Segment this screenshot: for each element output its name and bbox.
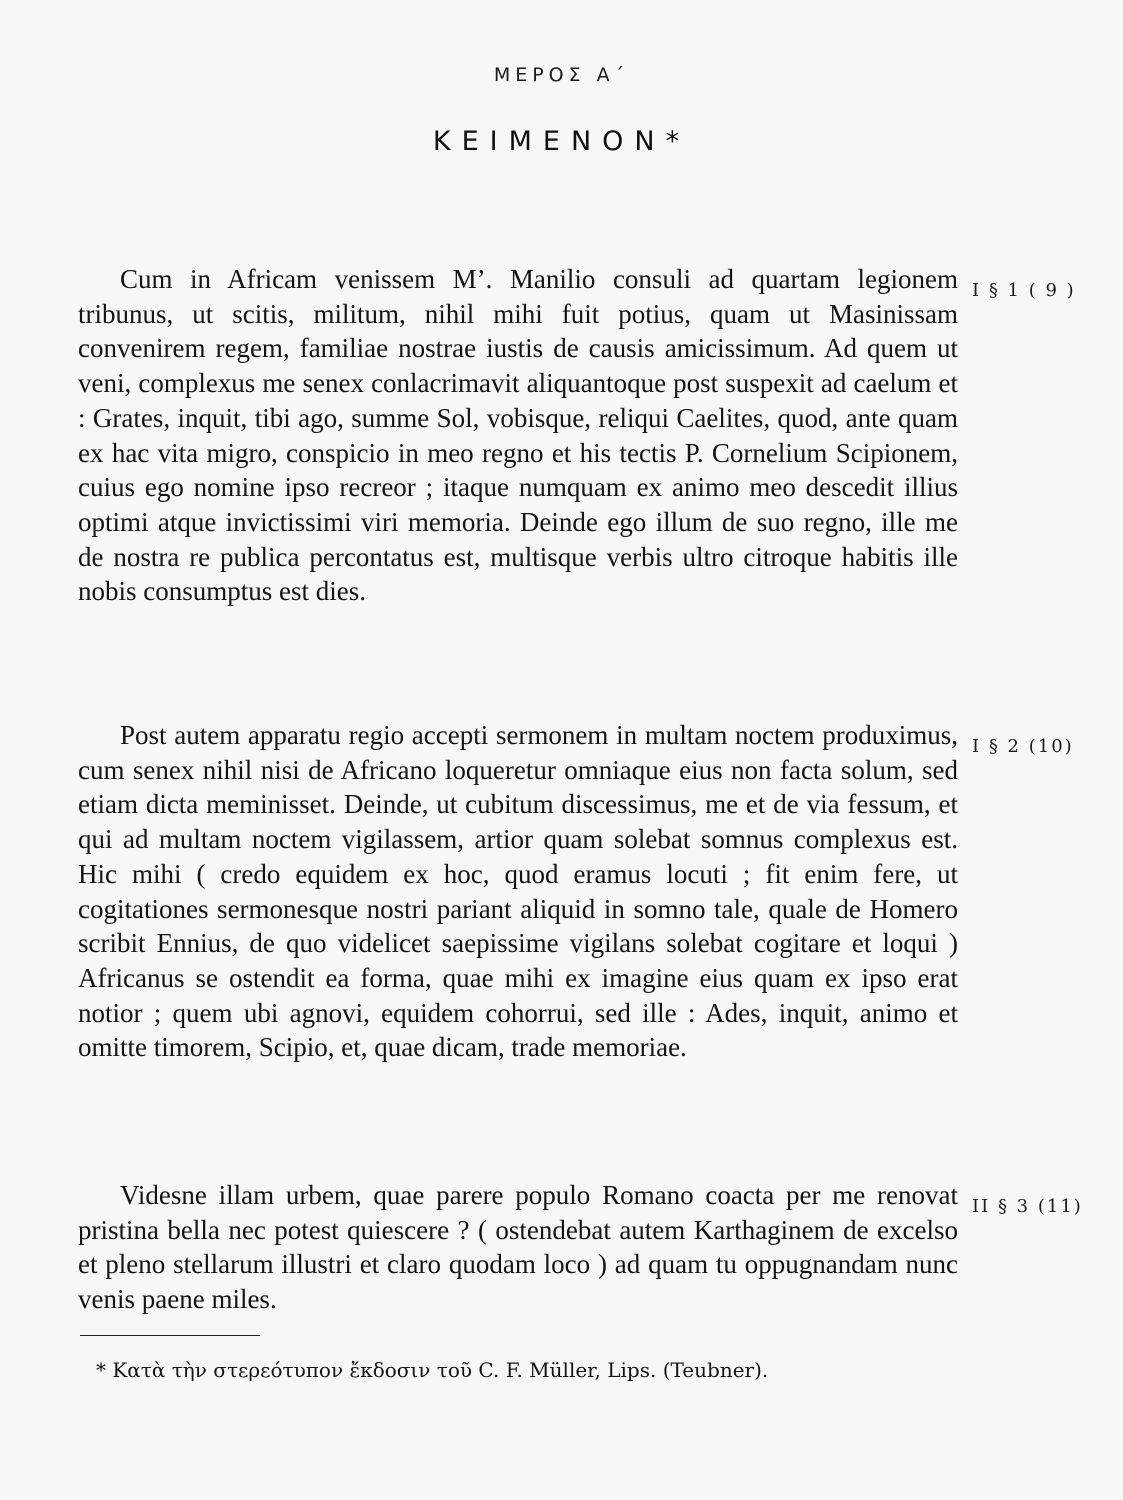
- section-reference-2: I § 2 (10): [972, 736, 1074, 757]
- footnote-divider: [80, 1335, 260, 1336]
- part-title: ΜΕΡΟΣ Α΄: [493, 64, 630, 86]
- section-reference-1: I § 1 ( 9 ): [972, 280, 1076, 301]
- paragraph-3: Videsne illam urbem, quae parere populo Romano coacta per me renovat pristina bella nec potest quiescere ? ( ostendebat autem Karthaginem de excelso et pleno stellarum illustri et claro quodam loco ) ad quam tu oppugnandam nunc venis paene miles.: [78, 1180, 958, 1315]
- paragraph-2: Post autem apparatu regio accepti sermonem in multam noctem produximus, cum senex nihil nisi de Africano loqueretur omniaque eius non facta solum, sed etiam dicta meminisset. Deinde, ut cubitum discessimus, me et de via fessum, et qui ad multam noctem vigilassem, artior quam solebat somnus complexus est. Hic mihi ( credo equidem ex hoc, quod eramus locuti ; fit enim fere, ut cogitationes sermonesque nostri pariant aliquid in somno tale, quale de Homero scribit Ennius, de quo videlicet saepissime vigilans solebat cogitare et loqui ) Africanus se ostendit ea forma, quae mihi ex imagine eius quam ex ipso erat notior ; quem ubi agnovi, equidem cohorrui, sed ille : Ades, inquit, animo et omitte timorem, Scipio, et, quae dicam, trade memoriae.: [78, 720, 958, 1063]
- section-reference-3: II § 3 (11): [972, 1196, 1083, 1217]
- main-title: ΚΕΙΜΕΝΟΝ*: [432, 126, 691, 157]
- footnote: * Κατὰ τὴν στερεότυπον ἔκδοσιν τοῦ C. F. Müller, Lips. (Teubner).: [96, 1358, 769, 1382]
- paragraph-1: Cum in Africam venissem M’. Manilio consuli ad quartam legionem tribunus, ut scitis, militum, nihil mihi fuit potius, quam ut Masinissam convenirem regem, familiae nostrae iustis de causis amicissimum. Ad quem ut veni, complexus me senex conlacrimavit aliquantoque post suspexit ad caelum et : Grates, inquit, tibi ago, summe Sol, vobisque, reliqui Caelites, quod, ante quam ex hac vita migro, conspicio in meo regno et his tectis P. Cornelium Scipionem, cuius ego nomine ipso recreor ; itaque numquam ex animo meo descedit illius optimi atque invictissimi viri memoria. Deinde ego illum de suo regno, ille me de nostra re publica percontatus est, multisque verbis ultro citroque habitis ille nobis consumptus est dies.: [78, 264, 958, 607]
